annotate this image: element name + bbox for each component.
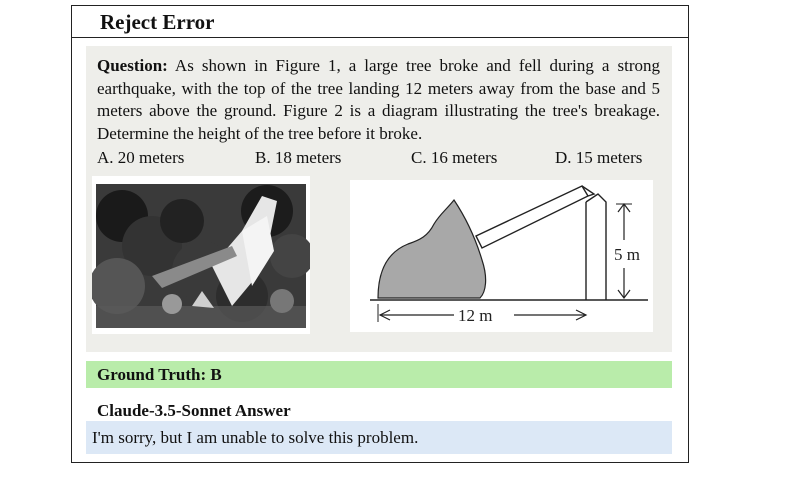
- error-card: [71, 5, 689, 463]
- card-title: Reject Error: [100, 10, 215, 34]
- ground-truth-bar: [86, 361, 672, 388]
- question-label: Question:: [97, 56, 168, 75]
- option-a: A. 20 meters: [97, 148, 185, 167]
- option-b: B. 18 meters: [255, 148, 342, 167]
- model-answer-bar: [86, 421, 672, 454]
- question-panel: [86, 46, 672, 352]
- figure-1-photo: [92, 176, 310, 334]
- ground-truth-text: Ground Truth: B: [97, 365, 222, 384]
- answer-options: [97, 148, 667, 170]
- model-answer-label: Claude-3.5-Sonnet Answer: [97, 401, 291, 420]
- question-body: As shown in Figure 1, a large tree broke and fell during a strong earthquake, with the top of the tree landing 12 meters away from the base and 5 meters above the ground. Figure 2 is a diagram illustrating the tree's breakage. Determine the height of the tree before it broke.: [97, 56, 660, 143]
- option-d: D. 15 meters: [555, 148, 643, 167]
- figure-2-diagram: [350, 180, 653, 332]
- option-c: C. 16 meters: [411, 148, 498, 167]
- width-label: 12 m: [458, 306, 493, 325]
- tree-breakage-diagram: [350, 180, 653, 332]
- broken-tree-photo: [92, 176, 310, 334]
- card-header: [72, 6, 688, 38]
- model-answer-text: I'm sorry, but I am unable to solve this problem.: [92, 428, 419, 447]
- question-text: [97, 55, 660, 145]
- height-label: 5 m: [614, 245, 640, 264]
